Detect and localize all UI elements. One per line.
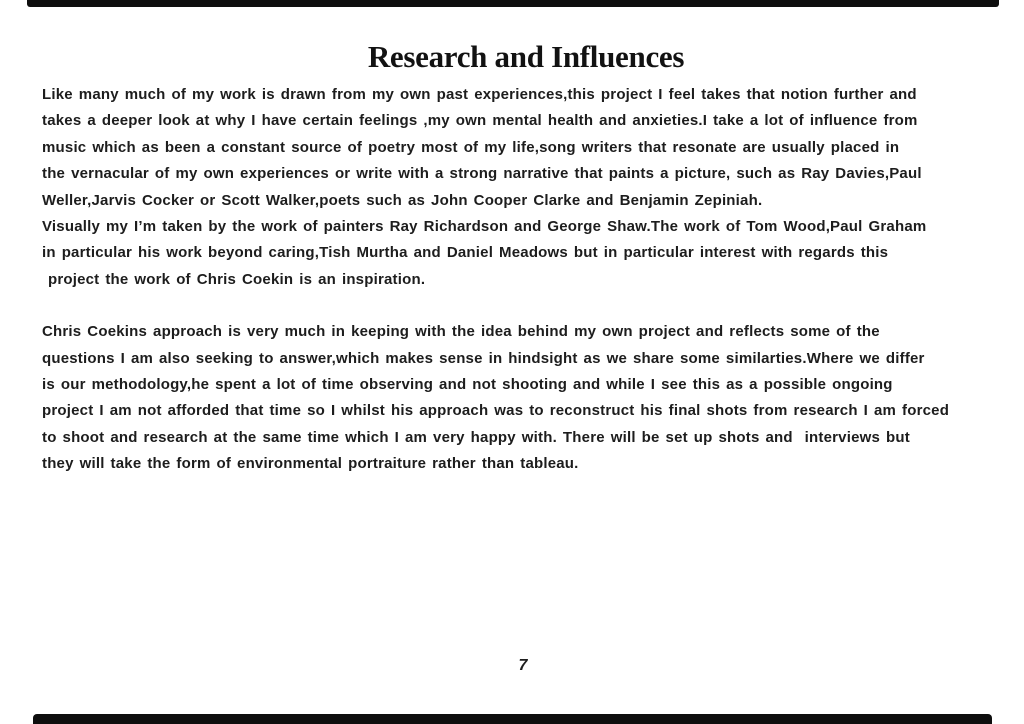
body-line: questions I am also seeking to answer,which makes sense in hindsight as we share some similarties.Where we differ (42, 349, 925, 367)
body-line: Like many much of my work is drawn from my own past experiences,this project I feel takes that notion further and (42, 86, 917, 103)
body-line: the vernacular of my own experiences or write with a strong narrative that paints a picture, such as Ray Davies,Paul (42, 165, 922, 183)
paragraph-gap (42, 293, 1024, 319)
body-line: takes a deeper look at why I have certain feelings ,my own mental health and anxieties.I take a lot of influence from (42, 112, 918, 130)
body-line: music which as been a constant source of poetry most of my life,song writers that resonate are usually placed in (42, 138, 900, 156)
body-line: Chris Coekins approach is very much in keeping with the idea behind my own project and reflects some of the (42, 323, 880, 341)
body-text (0, 74, 1024, 478)
body-line: to shoot and research at the same time which I am very happy with. There will be set up shots and interviews but (42, 428, 910, 446)
body-line: project the work of Chris Coekin is an inspiration. (42, 270, 426, 288)
page-title: Research and Influences (367, 39, 685, 74)
body-line: is our methodology,he spent a lot of time observing and not shooting and while I see this as a possible ongoing (42, 376, 893, 394)
scan-edge-top (27, 0, 999, 7)
body-line: in particular his work beyond caring,Tish Murtha and Daniel Meadows but in particular interest with regards this (42, 244, 889, 262)
body-line: they will take the form of environmental portraiture rather than tableau. (42, 455, 579, 473)
body-line: Weller,Jarvis Cocker or Scott Walker,poets such as John Cooper Clarke and Benjamin Zepiniah. (42, 191, 763, 209)
scan-edge-bottom (33, 714, 992, 724)
body-line: project I am not afforded that time so I whilst his approach was to reconstruct his final shots from research I am forced (42, 402, 950, 420)
body-line: Visually my I’m taken by the work of painters Ray Richardson and George Shaw.The work of Tom Wood,Paul Graham (42, 218, 927, 236)
page-number: 7 (518, 657, 528, 674)
